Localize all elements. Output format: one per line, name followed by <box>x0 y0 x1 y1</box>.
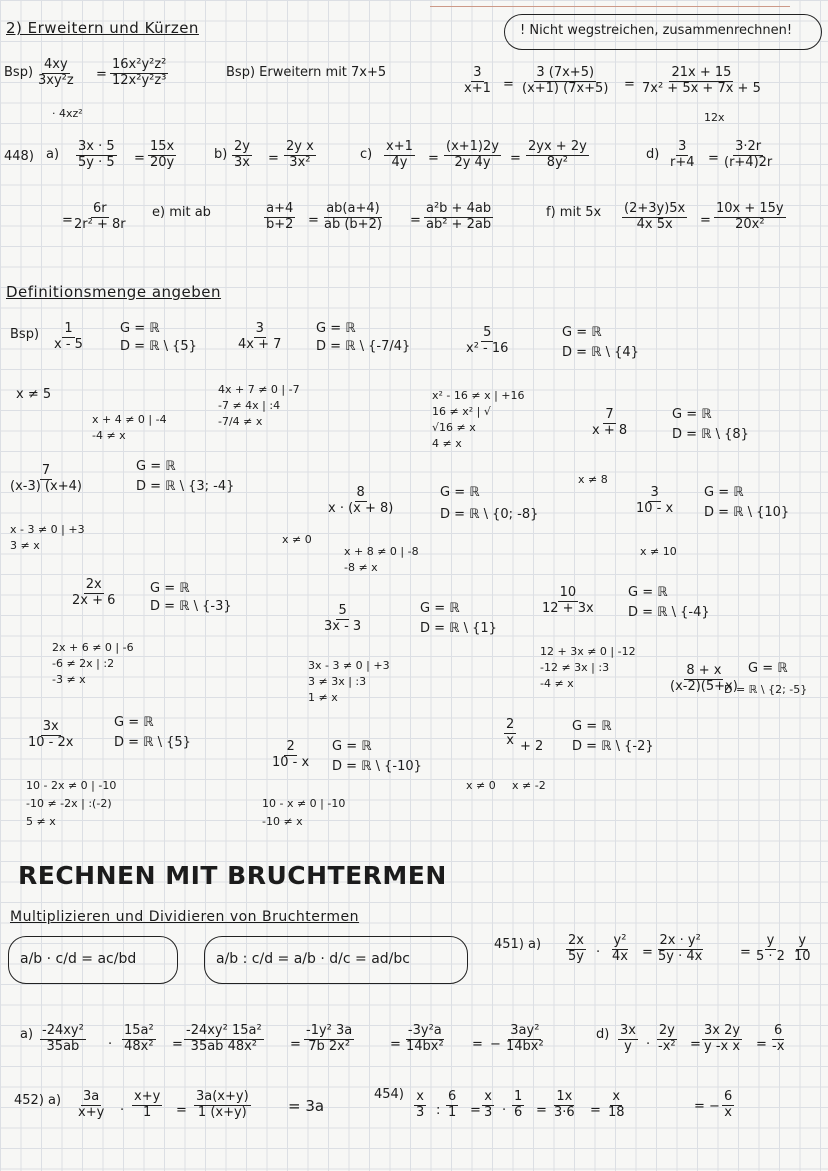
denominator: (r+4)2r <box>724 154 773 170</box>
equals: = <box>472 1037 483 1052</box>
454-minus: = − <box>694 1099 720 1114</box>
denominator: 35ab 48x² <box>190 1038 258 1054</box>
pd-frac2 <box>656 1024 678 1055</box>
def4-step4: 3 ≠ x <box>10 539 40 552</box>
451-frac4 <box>754 934 787 965</box>
exercise-451-label: 451) a) <box>494 937 542 952</box>
numerator: y² <box>613 933 627 948</box>
def4-fraction <box>8 464 84 495</box>
pa-frac6 <box>504 1024 546 1055</box>
def10-D: D = ℝ \ {-4} <box>628 605 710 620</box>
times: · <box>108 1037 113 1052</box>
denominator: (x-2)(5+x) <box>670 678 738 694</box>
448d-frac2 <box>722 140 774 171</box>
def6-step1: x + 8 ≠ 0 | -8 <box>344 545 419 558</box>
denominator: (x+1) (7x+5) <box>522 80 609 96</box>
part-f-label: f) mit 5x <box>546 205 602 220</box>
numerator: 5 <box>483 325 492 340</box>
rule-multiply: a/b · c/d = ac/bd <box>20 951 137 967</box>
equals: = <box>642 945 653 960</box>
def2-step2: -7 ≠ 4x | :4 <box>218 399 281 412</box>
numerator: 2y x <box>286 139 314 154</box>
def8-fraction <box>70 578 117 609</box>
numerator: -1y² 3a <box>306 1023 353 1038</box>
denominator: 5y · 4x <box>658 948 703 964</box>
def5-D: D = ℝ \ {8} <box>672 427 749 442</box>
numerator: (x+1)2y <box>446 139 499 154</box>
def6-fraction <box>326 486 395 517</box>
denominator: 18 <box>608 1104 625 1120</box>
denominator: 35ab <box>46 1038 80 1054</box>
numerator: 1x <box>556 1089 573 1104</box>
part-e-label: e) mit ab <box>152 205 211 220</box>
bsp2-frac3 <box>640 66 763 97</box>
equals: = <box>708 151 719 166</box>
numerator: ab(a+4) <box>326 201 380 216</box>
454-frac3 <box>482 1090 494 1121</box>
equals: = <box>536 1103 547 1118</box>
denominator: 12 + 3x <box>542 600 594 616</box>
exercise-448-label: 448) <box>4 149 34 164</box>
pa-frac2 <box>122 1024 156 1055</box>
numerator: y <box>766 933 775 948</box>
451-frac1 <box>566 934 586 965</box>
pd-frac4 <box>770 1024 786 1055</box>
def14-fraction <box>504 718 516 749</box>
def10-fraction <box>540 586 596 617</box>
448c-frac1 <box>384 140 415 171</box>
denominator: 7x² + 5x + 7x + 5 <box>642 80 761 96</box>
equals: = <box>503 77 514 92</box>
denominator: 5y · 5 <box>78 154 115 170</box>
448f-frac2 <box>714 202 786 233</box>
denominator: 10 <box>794 948 811 964</box>
def4-step2: -4 ≠ x <box>92 429 126 442</box>
bsp1-result <box>110 58 168 89</box>
denominator: -x <box>772 1038 785 1054</box>
454-frac1 <box>414 1090 426 1121</box>
denominator: 20y <box>150 154 175 170</box>
448e-frac1 <box>264 202 295 233</box>
def9-step1: 3x - 3 ≠ 0 | +3 <box>308 659 390 672</box>
denominator: 20x² <box>735 216 765 232</box>
def6-G: G = ℝ <box>440 485 480 500</box>
denominator: x <box>724 1104 732 1120</box>
denominator: 2x + 6 <box>72 592 116 608</box>
numerator: 10x + 15y <box>716 201 784 216</box>
times: · <box>120 1103 125 1118</box>
numerator: 8 <box>356 485 365 500</box>
denominator: 10 - x <box>272 754 310 770</box>
numerator: a²b + 4ab <box>426 201 492 216</box>
equals: = <box>410 213 421 228</box>
numerator: 3 (7x+5) <box>536 65 595 80</box>
def2-D: D = ℝ \ {-7/4} <box>316 339 411 354</box>
def4-G: G = ℝ <box>136 459 176 474</box>
448e-frac3 <box>424 202 493 233</box>
denominator: 10 - 2x <box>28 734 74 750</box>
def9-step2: 3 ≠ 3x | :3 <box>308 675 367 688</box>
448e-frac2 <box>322 202 384 233</box>
equals: = <box>428 151 439 166</box>
bsp2-label: Bsp) Erweitern mit 7x+5 <box>226 65 387 80</box>
equals: = <box>308 213 319 228</box>
numerator: 2y <box>234 139 250 154</box>
numerator: 5 <box>338 603 347 618</box>
denominator: 3·6 <box>554 1104 575 1120</box>
equals: = <box>62 213 73 228</box>
452-frac1 <box>76 1090 106 1121</box>
part-d-label: d) <box>596 1027 610 1042</box>
numerator: x <box>484 1089 492 1104</box>
bsp2-frac1 <box>462 66 493 97</box>
def14-G: G = ℝ <box>572 719 612 734</box>
def2-step1: 4x + 7 ≠ 0 | -7 <box>218 383 300 396</box>
part-a-label: a) <box>46 147 60 162</box>
divide: : <box>436 1103 441 1118</box>
times: · <box>646 1037 651 1052</box>
def9-D: D = ℝ \ {1} <box>420 621 497 636</box>
def13-G: G = ℝ <box>332 739 372 754</box>
454-frac4 <box>512 1090 524 1121</box>
note-text: ! Nicht wegstreichen, zusammenrechnen! <box>520 23 793 38</box>
452-frac3 <box>194 1090 251 1121</box>
denominator: 2y 4y <box>454 154 491 170</box>
numerator: 3x 2y <box>704 1023 741 1038</box>
def8-step1: 2x + 6 ≠ 0 | -6 <box>52 641 134 654</box>
numerator: x <box>612 1089 621 1104</box>
equals: = <box>172 1037 183 1052</box>
def6-step2: -8 ≠ x <box>344 561 378 574</box>
numerator: x+y <box>134 1089 161 1104</box>
452-result: = 3a <box>288 1097 325 1115</box>
numerator: 6 <box>774 1023 783 1038</box>
part-a-label: a) <box>20 1027 34 1042</box>
def7-D: D = ℝ \ {10} <box>704 505 790 520</box>
pd-frac3 <box>702 1024 742 1055</box>
def12-step1: 10 - 2x ≠ 0 | -10 <box>26 779 117 792</box>
def3-fraction <box>464 326 510 357</box>
denominator: x <box>506 732 514 748</box>
numerator: (2+3y)5x <box>624 201 686 216</box>
numerator: 2yx + 2y <box>528 139 587 154</box>
def4-step1: x + 4 ≠ 0 | -4 <box>92 413 167 426</box>
numerator: 3 <box>678 139 687 154</box>
def3-D: D = ℝ \ {4} <box>562 345 639 360</box>
def7-fraction <box>634 486 675 517</box>
numerator: 3 <box>473 65 482 80</box>
numerator: 15x <box>150 139 175 154</box>
denominator: 14bx² <box>406 1038 444 1054</box>
def1-G: G = ℝ <box>120 321 160 336</box>
def13-step2: -10 ≠ x <box>262 815 303 828</box>
part-c-label: c) <box>360 147 373 162</box>
denominator: 3x - 3 <box>324 618 362 634</box>
numerator: 15a² <box>124 1023 154 1038</box>
equals: = <box>470 1103 481 1118</box>
numerator: 16x²y²z² <box>112 57 167 72</box>
denominator: x² - 16 <box>466 340 509 356</box>
denominator: (x-3) (x+4) <box>10 478 82 494</box>
equals: = <box>134 151 145 166</box>
def9-G: G = ℝ <box>420 601 460 616</box>
numerator: 10 <box>559 585 577 600</box>
def4-D: D = ℝ \ {3; -4} <box>136 479 235 494</box>
numerator: 2x <box>568 933 584 948</box>
denominator: x · (x + 8) <box>328 500 394 516</box>
equals: = <box>176 1103 187 1118</box>
448c-frac2 <box>444 140 501 171</box>
def3-G: G = ℝ <box>562 325 602 340</box>
def2-step3: -7/4 ≠ x <box>218 415 263 428</box>
451-frac3 <box>656 934 704 965</box>
def12-step3: 5 ≠ x <box>26 815 56 828</box>
section-title-definitionsmenge: Definitionsmenge angeben <box>6 283 222 301</box>
numerator: x+1 <box>386 139 413 154</box>
numerator: 2x · y² <box>659 933 701 948</box>
times: · <box>502 1103 507 1118</box>
def3-step2: 16 ≠ x² | √ <box>432 405 491 418</box>
numerator: 6r <box>92 201 107 216</box>
448b-frac1 <box>232 140 252 171</box>
denominator: 1 <box>143 1104 152 1120</box>
numerator: -24xy² 15a² <box>186 1023 262 1038</box>
equals: = <box>590 1103 601 1118</box>
def14-plus: + 2 <box>520 739 544 754</box>
numerator: 1 <box>64 321 73 336</box>
numerator: -24xy² <box>42 1023 84 1038</box>
def11-G: G = ℝ <box>748 661 788 676</box>
equals: = <box>740 945 751 960</box>
numerator: y <box>798 933 807 948</box>
bsp-label: Bsp) <box>10 327 40 342</box>
numerator: 1 <box>514 1089 523 1104</box>
bsp2-brace-sum: 12x <box>704 111 725 124</box>
denominator: 4y <box>391 154 408 170</box>
def10-step3: -4 ≠ x <box>540 677 574 690</box>
section-title-erweitern: 2) Erweitern und Kürzen <box>6 19 199 37</box>
def14-step1: x ≠ 0 <box>466 779 496 792</box>
denominator: 1 (x+y) <box>197 1104 247 1120</box>
denominator: 4x + 7 <box>238 336 282 352</box>
denominator: 1 <box>448 1104 457 1120</box>
def1-fraction <box>52 322 85 353</box>
numerator: 3x <box>620 1023 636 1038</box>
def11-D: D = ℝ \ {2; -5} <box>724 683 808 696</box>
denominator: b+2 <box>266 216 294 232</box>
pa-frac5 <box>404 1024 446 1055</box>
numerator: 21x + 15 <box>671 65 732 80</box>
def10-G: G = ℝ <box>628 585 668 600</box>
numerator: 3·2r <box>735 139 762 154</box>
denominator: y -x x <box>704 1038 741 1054</box>
def2-G: G = ℝ <box>316 321 356 336</box>
numerator: 8 + x <box>686 663 722 678</box>
numerator: 6 <box>724 1089 733 1104</box>
denominator: 5y <box>568 948 584 964</box>
numerator: a+4 <box>266 201 294 216</box>
equals: = <box>756 1037 767 1052</box>
numerator: 3ay² <box>510 1023 540 1038</box>
part-b-label: b) <box>214 147 228 162</box>
454-frac7 <box>722 1090 734 1121</box>
448d-frac3 <box>72 202 128 233</box>
def8-D: D = ℝ \ {-3} <box>150 599 232 614</box>
numerator: x <box>416 1089 424 1104</box>
def5-fraction <box>590 408 629 439</box>
equals: = <box>510 151 521 166</box>
448b-frac2 <box>284 140 316 171</box>
equals: = <box>624 77 635 92</box>
pa-frac4 <box>304 1024 354 1055</box>
denominator: x + 8 <box>592 422 628 438</box>
448a-frac2 <box>148 140 176 171</box>
numerator: 4xy <box>44 57 68 72</box>
numerator: 3 <box>650 485 659 500</box>
448a-frac1 <box>76 140 117 171</box>
denominator: 3x² <box>289 154 311 170</box>
denominator: 48x² <box>124 1038 154 1054</box>
minus-sign: − <box>490 1037 501 1052</box>
numerator: 3 <box>255 321 264 336</box>
def7-G: G = ℝ <box>704 485 744 500</box>
448d-frac1 <box>668 140 697 171</box>
452-frac2 <box>132 1090 162 1121</box>
def9-step3: 1 ≠ x <box>308 691 338 704</box>
exercise-454-label: 454) <box>374 1087 404 1102</box>
def12-G: G = ℝ <box>114 715 154 730</box>
denominator: 6 <box>514 1104 523 1120</box>
equals: = <box>690 1037 701 1052</box>
pd-frac1 <box>618 1024 638 1055</box>
denominator: ab (b+2) <box>324 216 382 232</box>
numerator: 2 <box>506 717 515 732</box>
def14-D: D = ℝ \ {-2} <box>572 739 654 754</box>
451-frac2 <box>610 934 630 965</box>
numerator: 3a(x+y) <box>196 1089 249 1104</box>
numerator: -3y²a <box>407 1023 442 1038</box>
def8-step2: -6 ≠ 2x | :2 <box>52 657 115 670</box>
451-frac5 <box>792 934 813 965</box>
def6-D: D = ℝ \ {0; -8} <box>440 507 539 522</box>
454-frac2 <box>446 1090 458 1121</box>
denominator: 14bx² <box>506 1038 544 1054</box>
denominator: 3xy²z <box>38 72 74 88</box>
equals: = <box>268 151 279 166</box>
denominator: x+y <box>78 1104 105 1120</box>
subsection-title: Multiplizieren und Dividieren von Bruchtermen <box>10 909 360 925</box>
448c-frac3 <box>526 140 589 171</box>
denominator: ab² + 2ab <box>426 216 492 232</box>
denominator: x - 5 <box>54 336 83 352</box>
denominator: 8y² <box>546 154 568 170</box>
denominator: r+4 <box>670 154 695 170</box>
numerator: 3x <box>42 719 59 734</box>
numerator: 2 <box>286 739 295 754</box>
times: · <box>596 945 601 960</box>
bsp1-multiplier: · 4xz² <box>52 107 83 120</box>
def1-note: x ≠ 5 <box>16 387 52 402</box>
def3-step1: x² - 16 ≠ x | +16 <box>432 389 525 402</box>
equals: = <box>290 1037 301 1052</box>
def7-note: x ≠ 10 <box>640 545 677 558</box>
numerator: 2y <box>658 1023 675 1038</box>
denominator: 4x <box>612 948 628 964</box>
def14-step2: x ≠ -2 <box>512 779 546 792</box>
denominator: 12x²y²z³ <box>112 72 167 88</box>
numerator: 3a <box>83 1089 100 1104</box>
equals: = <box>700 213 711 228</box>
numerator: 7 <box>41 463 51 478</box>
bsp2-frac2 <box>520 66 610 97</box>
denominator: 3x <box>234 154 250 170</box>
bsp1-label: Bsp) <box>4 65 34 80</box>
denominator: 3 <box>416 1104 425 1120</box>
numerator: 2x <box>85 577 102 592</box>
numerator: 3x · 5 <box>78 139 115 154</box>
def5-note: x ≠ 8 <box>578 473 608 486</box>
section-title-bruchterme: RECHNEN MIT BRUCHTERMEN <box>18 861 447 890</box>
def8-step3: -3 ≠ x <box>52 673 86 686</box>
def13-step1: 10 - x ≠ 0 | -10 <box>262 797 346 810</box>
denominator: 4x 5x <box>636 216 673 232</box>
def12-D: D = ℝ \ {5} <box>114 735 191 750</box>
denominator: 3 <box>484 1104 493 1120</box>
part-d-label: d) <box>646 147 660 162</box>
denominator: 10 - x <box>636 500 674 516</box>
def13-D: D = ℝ \ {-10} <box>332 759 422 774</box>
def3-step4: 4 ≠ x <box>432 437 462 450</box>
def8-G: G = ℝ <box>150 581 190 596</box>
equals: = <box>390 1037 401 1052</box>
def6-note: x ≠ 0 <box>282 533 312 546</box>
denominator: -x² <box>658 1038 676 1054</box>
def12-fraction <box>26 720 75 751</box>
denominator: 7b 2x² <box>308 1038 351 1054</box>
454-frac5 <box>552 1090 577 1121</box>
def12-step2: -10 ≠ -2x | :(-2) <box>26 797 112 810</box>
pa-frac3 <box>184 1024 264 1055</box>
def4-step3: x - 3 ≠ 0 | +3 <box>10 523 85 536</box>
equals: = <box>96 67 107 82</box>
top-page-edge <box>430 6 790 7</box>
bsp1-fraction <box>36 58 76 89</box>
rule-divide: a/b : c/d = a/b · d/c = ad/bc <box>216 951 410 967</box>
def9-fraction <box>322 604 363 635</box>
def2-fraction <box>236 322 283 353</box>
numerator: 6 <box>448 1089 457 1104</box>
denominator: 5 · 2 <box>756 948 785 964</box>
exercise-452-label: 452) a) <box>14 1093 62 1108</box>
def13-fraction <box>270 740 311 771</box>
denominator: x+1 <box>464 80 491 96</box>
def3-step3: √16 ≠ x <box>432 421 476 434</box>
pa-frac1 <box>40 1024 86 1055</box>
numerator: 7 <box>605 407 614 422</box>
denominator: 2r² + 8r <box>74 216 126 232</box>
def5-G: G = ℝ <box>672 407 712 422</box>
448f-frac1 <box>622 202 687 233</box>
def1-D: D = ℝ \ {5} <box>120 339 197 354</box>
def10-step2: -12 ≠ 3x | :3 <box>540 661 610 674</box>
def10-step1: 12 + 3x ≠ 0 | -12 <box>540 645 636 658</box>
denominator: y <box>624 1038 632 1054</box>
454-frac6 <box>606 1090 627 1121</box>
